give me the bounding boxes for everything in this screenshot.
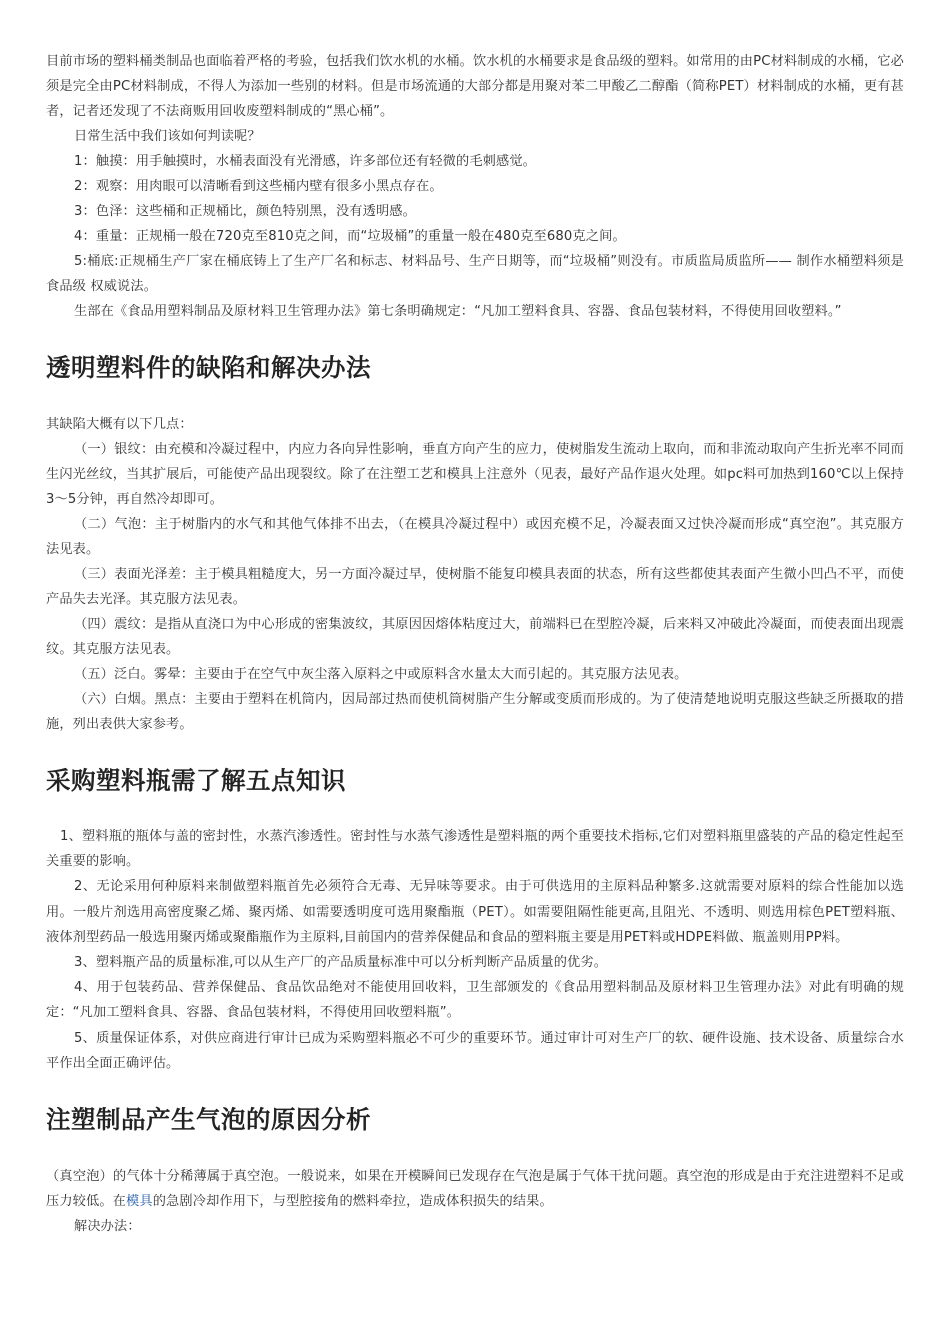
defect-bubble: （二）气泡：主于树脂内的水气和其他气体排不出去，（在模具冷凝过程中）或因充模不足，冷凝表面又过快冷凝而形成“真空泡”。其克服方法见表。	[46, 517, 904, 557]
knowledge-item-3: 3、塑料瓶产品的质量标准,可以从生产厂的产品质量标准中可以分析判断产品质量的优劣。	[74, 955, 608, 971]
knowledge-item-2: 2、无论采用何种原料来制做塑料瓶首先必须符合无毒、无异味等要求。由于可供选用的主原料品种繁多.这就需要对原料的综合性能加以选用。一般片剂选用高密度聚乙烯、聚丙烯、如需要透明度可选用聚酯瓶（PET）。如需要阻隔性能更高,且阻光、不透明、则选用棕色PET塑料瓶、液体剂型药品一般选用聚丙烯或聚酯瓶作为主原料,目前国内的营养保健品和食品的塑料瓶主要是用PET料或HDPE料做、瓶盖则用PP料。	[46, 879, 904, 945]
question-paragraph: 日常生活中我们该如何判读呢？	[74, 129, 261, 144]
water-bucket-section	[46, 49, 904, 324]
transparent-defects-section	[46, 412, 904, 737]
check-item-bottom: 5:桶底:正规桶生产厂家在桶底铸上了生产厂名和标志、材料品号、生产日期等，而“垃圾桶”则没有。市质监局质监所—— 制作水桶塑料须是食品级 权威说法。	[46, 254, 904, 294]
defect-black-spots: （六）白烟。黑点：主要由于塑料在机筒内，因局部过热而使机筒树脂产生分解或变质而形成的。为了使清楚地说明克服这些缺乏所摄取的措施，列出表供大家参考。	[46, 692, 904, 732]
section-heading-bottle-purchase: 采购塑料瓶需了解五点知识	[46, 766, 346, 795]
bubble-cause-text-before: （真空泡）的气体十分稀薄属于真空泡。一般说来，如果在开模瞬间已发现存在气泡是属于气体干扰问题。真空泡的形成是由于充注进塑料不足或压力较低。在	[46, 1169, 904, 1210]
bubble-causes-section	[46, 1164, 904, 1239]
intro-paragraph: 目前市场的塑料桶类制品也面临着严格的考验，包括我们饮水机的水桶。饮水机的水桶要求是食品级的塑料。如常用的由PC材料制成的水桶，它必须是完全由PC材料制成，不得人为添加一些别的材料。但是市场流通的大部分都是用聚对苯二甲酸乙二醇酯（简称PET）材料制成的水桶，更有甚者，记者还发现了不法商贩用回收废塑料制成的“黑心桶”。	[46, 54, 904, 119]
mold-link[interactable]: 模具	[126, 1194, 153, 1210]
regulation-paragraph: 生部在《食品用塑料制品及原材料卫生管理办法》第七条明确规定：“凡加工塑料食具、容器、食品包装材料，不得使用回收塑料。”	[74, 304, 842, 319]
knowledge-item-5: 5、质量保证体系，对供应商进行审计已成为采购塑料瓶必不可少的重要环节。通过审计可对生产厂的软、硬件设施、技术设备、质量综合水平作出全面正确评估。	[46, 1030, 904, 1071]
check-item-touch: 1：触摸：用手触摸时，水桶表面没有光滑感，许多部位还有轻微的毛刺感觉。	[74, 154, 537, 169]
section-heading-transparent-defects: 透明塑料件的缺陷和解决办法	[46, 353, 371, 382]
bubble-cause-paragraph	[46, 1164, 904, 1214]
knowledge-item-4: 4、用于包装药品、营养保健品、食品饮品绝对不能使用回收料，卫生部颁发的《食品用塑料制品及原材料卫生管理办法》对此有明确的规定：“凡加工塑料食具、容器、食品包装材料，不得使用回收塑料瓶”。	[46, 980, 904, 1021]
check-item-color: 3：色泽：这些桶和正规桶比，颜色特别黑，没有透明感。	[74, 204, 416, 219]
defect-poor-gloss: （三）表面光泽差：主于模具粗糙度大，另一方面冷凝过早，使树脂不能复印模具表面的状态，所有这些都使其表面产生微小凹凸不平，而使产品失去光泽。其克服方法见表。	[46, 567, 904, 607]
solution-label: 解决办法：	[74, 1219, 141, 1235]
section-heading-bubble-causes: 注塑制品产生气泡的原因分析	[46, 1105, 371, 1135]
defect-ripple: （四）震纹：是指从直浇口为中心形成的密集波纹，其原因因熔体粘度过大，前端料已在型腔冷凝，后来料又冲破此冷凝面，而使表面出现震纹。其克服方法见表。	[46, 617, 904, 657]
bottle-purchase-section	[46, 824, 904, 1076]
defect-silver-streak: （一）银纹：由充模和冷凝过程中，内应力各向异性影响，垂直方向产生的应力，使树脂发生流动上取向，而和非流动取向产生折光率不同而生闪光丝纹，当其扩展后，可能使产品出现裂纹。除了在注塑工艺和模具上注意外（见表，最好产品作退火处理。如pc料可加热到160℃以上保持3～5分钟，再自然冷却即可。	[46, 442, 904, 507]
defect-whitening: （五）泛白。雾晕：主要由于在空气中灰尘落入原料之中或原料含水量太大而引起的。其克服方法见表。	[74, 667, 688, 682]
bubble-cause-text-after: 的急剧冷却作用下，与型腔接角的燃料牵拉，造成体积损失的结果。	[152, 1194, 553, 1210]
check-item-weight: 4：重量：正规桶一般在720克至810克之间，而“垃圾桶”的重量一般在480克至680克之间。	[74, 229, 626, 244]
check-item-observe: 2：观察：用肉眼可以清晰看到这些桶内壁有很多小黑点存在。	[74, 179, 443, 194]
defects-intro: 其缺陷大概有以下几点：	[46, 417, 193, 432]
knowledge-item-1: 1、塑料瓶的瓶体与盖的密封性，水蒸汽渗透性。密封性与水蒸气渗透性是塑料瓶的两个重要技术指标,它们对塑料瓶里盛装的产品的稳定性起至关重要的影响。	[46, 829, 904, 870]
